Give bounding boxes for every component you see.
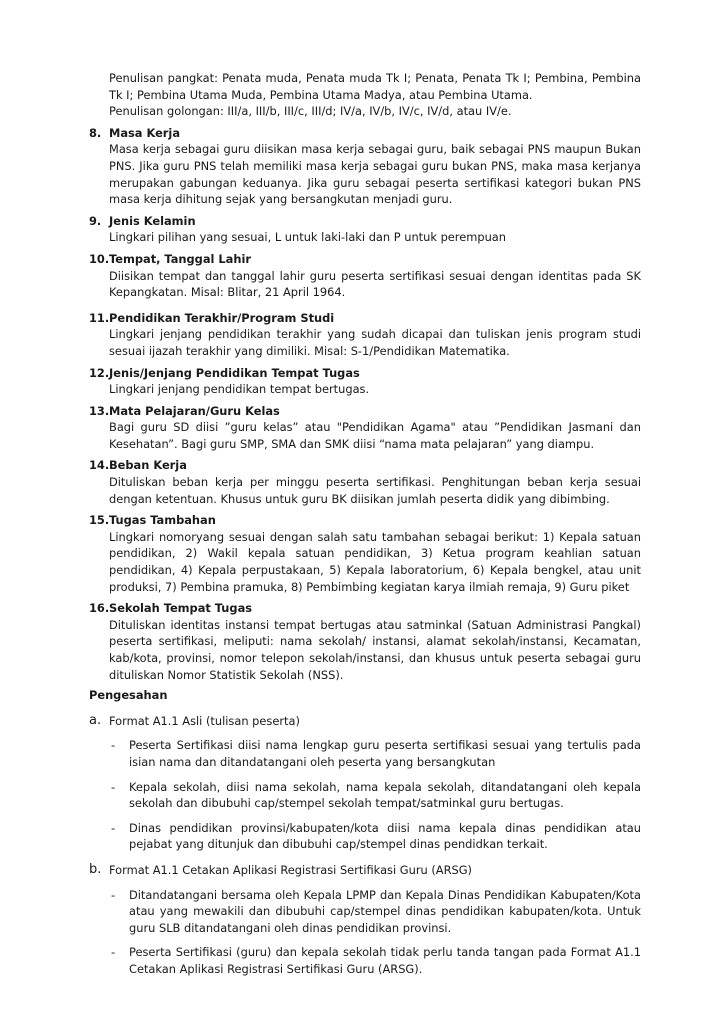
sub-heading: Format A1.1 Asli (tulisan peserta) [109, 713, 300, 728]
item-number: 11. [89, 310, 110, 325]
item-body: Lingkari jenjang pendidikan tempat bertugas. [109, 382, 370, 397]
item-body: Dituliskan beban kerja per minggu peserta sertifikasi. Penghitungan beban kerja sesuai dengan ketentuan. Khusus untuk guru BK diisikan jumlah peserta didik yang dibimbing. [109, 475, 641, 506]
item-mata-pelajaran [89, 403, 641, 453]
bullet-text: Peserta Sertifikasi diisi nama lengkap guru peserta sertifikasi sesuai yang tertulis pada isian nama dan ditandatangani oleh peserta yang bersangkutan [129, 738, 641, 769]
item-body: Dituliskan identitas instansi tempat bertugas atau satminkal (Satuan Administrasi Pangkal) peserta sertifikasi, meliputi: nama sekolah/ instansi, alamat sekolah/instansi, Kecamatan, kab/kota, provinsi, nomor telepon sekolah/instansi, dan khusus untuk peserta sebagai guru dituliskan Nomor Statistik Sekolah (NSS). [109, 617, 641, 682]
item-title: Tugas Tambahan [109, 513, 216, 528]
bullet-text: Ditandatangani bersama oleh Kepala LPMP dan Kepala Dinas Pendidikan Kabupaten/Kota atau yang mewakili dan dibubuhi cap/stempel dinas pendidikan kabupaten/kota. Untuk guru SLB ditandatangani oleh dinas pendidikan provinsi. [129, 887, 641, 935]
item-title: Masa Kerja [109, 125, 181, 140]
bullet-item [89, 887, 641, 937]
item-body: Bagi guru SD diisi ”guru kelas” atau "Pendidikan Agama" atau ”Pendidikan Jasmani dan Kesehatan”. Bagi guru SMP, SMA dan SMK diisi “nama mata pelajaran” yang diampu. [109, 420, 641, 451]
item-body: Masa kerja sebagai guru diisikan masa kerja sebagai guru, baik sebagai PNS maupun Bukan PNS. Jika guru PNS telah memiliki masa kerja sebagai guru bukan PNS, maka masa kerjanya merupakan gabungan keduanya. Jika guru sebagai peserta sertifikasi kategori bukan PNS masa kerja dihitung sejak yang bersangkutan menjadi guru. [109, 142, 641, 207]
bullet-item [89, 779, 641, 812]
item-number: 12. [89, 365, 110, 380]
item-title: Pendidikan Terakhir/Program Studi [109, 310, 335, 325]
pengesahan-title: Pengesahan [89, 688, 168, 703]
item-title: Jenis/Jenjang Pendidikan Tempat Tugas [109, 365, 360, 380]
dash-marker: - [111, 820, 116, 835]
item-number: 15. [89, 513, 110, 528]
intro-golongan: Penulisan golongan: III/a, III/b, III/c, III/d; IV/a, IV/b, IV/c, IV/d, atau IV/e. [109, 104, 512, 119]
dash-marker: - [111, 779, 116, 794]
sub-heading: Format A1.1 Cetakan Aplikasi Registrasi Sertifikasi Guru (ARSG) [109, 862, 472, 877]
dash-marker: - [111, 887, 116, 902]
intro-block [89, 70, 641, 120]
item-number: 8. [89, 125, 102, 140]
item-number: 10. [89, 251, 110, 266]
item-tempat-tanggal-lahir [89, 251, 641, 301]
item-number: 16. [89, 601, 110, 616]
item-title: Jenis Kelamin [109, 213, 196, 228]
item-pendidikan-terakhir [89, 310, 641, 360]
dash-marker: - [111, 945, 116, 960]
item-body: Lingkari nomoryang sesuai dengan salah satu tambahan sebagai berikut: 1) Kepala satuan pendidikan, 2) Wakil kepala satuan pendidikan, 3) Ketua program keahlian satuan pendidikan, 4) Kepala perpustakaan, 5) Kepala laboratorium, 6) Kepala bengkel, atau unit produksi, 7) Pembina pramuka, 8) Pembimbing kegiatan karya ilmiah remaja, 9) Guru piket [109, 529, 641, 594]
bullet-text: Peserta Sertifikasi (guru) dan kepala sekolah tidak perlu tanda tangan pada Format A1.1 Cetakan Aplikasi Registrasi Sertifikasi Guru (ARSG). [129, 945, 641, 976]
item-body: Diisikan tempat dan tanggal lahir guru peserta sertifikasi sesuai dengan identitas pada SK Kepangkatan. Misal: Blitar, 21 April 1964. [109, 268, 641, 300]
item-number: 9. [89, 213, 102, 228]
item-beban-kerja [89, 457, 641, 507]
item-masa-kerja [89, 125, 641, 208]
item-tugas-tambahan [89, 512, 641, 595]
item-sekolah-tempat-tugas [89, 600, 641, 683]
item-number: 13. [89, 403, 110, 418]
pengesahan-sub-a [89, 713, 641, 730]
bullet-item [89, 944, 641, 977]
item-title: Beban Kerja [109, 458, 187, 473]
bullet-item [89, 820, 641, 853]
dash-marker: - [111, 738, 116, 753]
intro-pangkat: Penulisan pangkat: Penata muda, Penata muda Tk I; Penata, Penata Tk I; Pembina, Pembina Tk I; Pembina Utama Muda, Pembina Utama Madya, atau Pembina Utama. [109, 71, 641, 102]
bullet-item [89, 737, 641, 770]
item-title: Mata Pelajaran/Guru Kelas [109, 403, 280, 418]
item-title: Tempat, Tanggal Lahir [109, 251, 251, 266]
sub-letter: a. [89, 712, 102, 728]
item-title: Sekolah Tempat Tugas [109, 601, 253, 616]
item-body: Lingkari pilihan yang sesuai, L untuk laki-laki dan P untuk perempuan [109, 230, 506, 245]
bullet-text: Dinas pendidikan provinsi/kabupaten/kota diisi nama kepala dinas pendidikan atau pejabat yang ditunjuk dan dibubuhi cap/stempel dinas pendidkan terkait. [129, 820, 641, 852]
bullet-text: Kepala sekolah, diisi nama sekolah, nama kepala sekolah, ditandatangani oleh kepala sekolah dan dibubuhi cap/stempel sekolah tempat/satminkal guru bertugas. [129, 779, 641, 811]
item-jenis-kelamin [89, 213, 641, 246]
document-content [89, 70, 641, 978]
item-number: 14. [89, 458, 110, 473]
item-jenjang-pendidikan [89, 365, 641, 398]
pengesahan-sub-b [89, 862, 641, 879]
item-body: Lingkari jenjang pendidikan terakhir yang sudah dicapai dan tuliskan jenis program studi sesuai ijazah terakhir yang dimiliki. Misal: S-1/Pendidikan Matematika. [109, 327, 641, 358]
sub-letter: b. [89, 861, 102, 877]
